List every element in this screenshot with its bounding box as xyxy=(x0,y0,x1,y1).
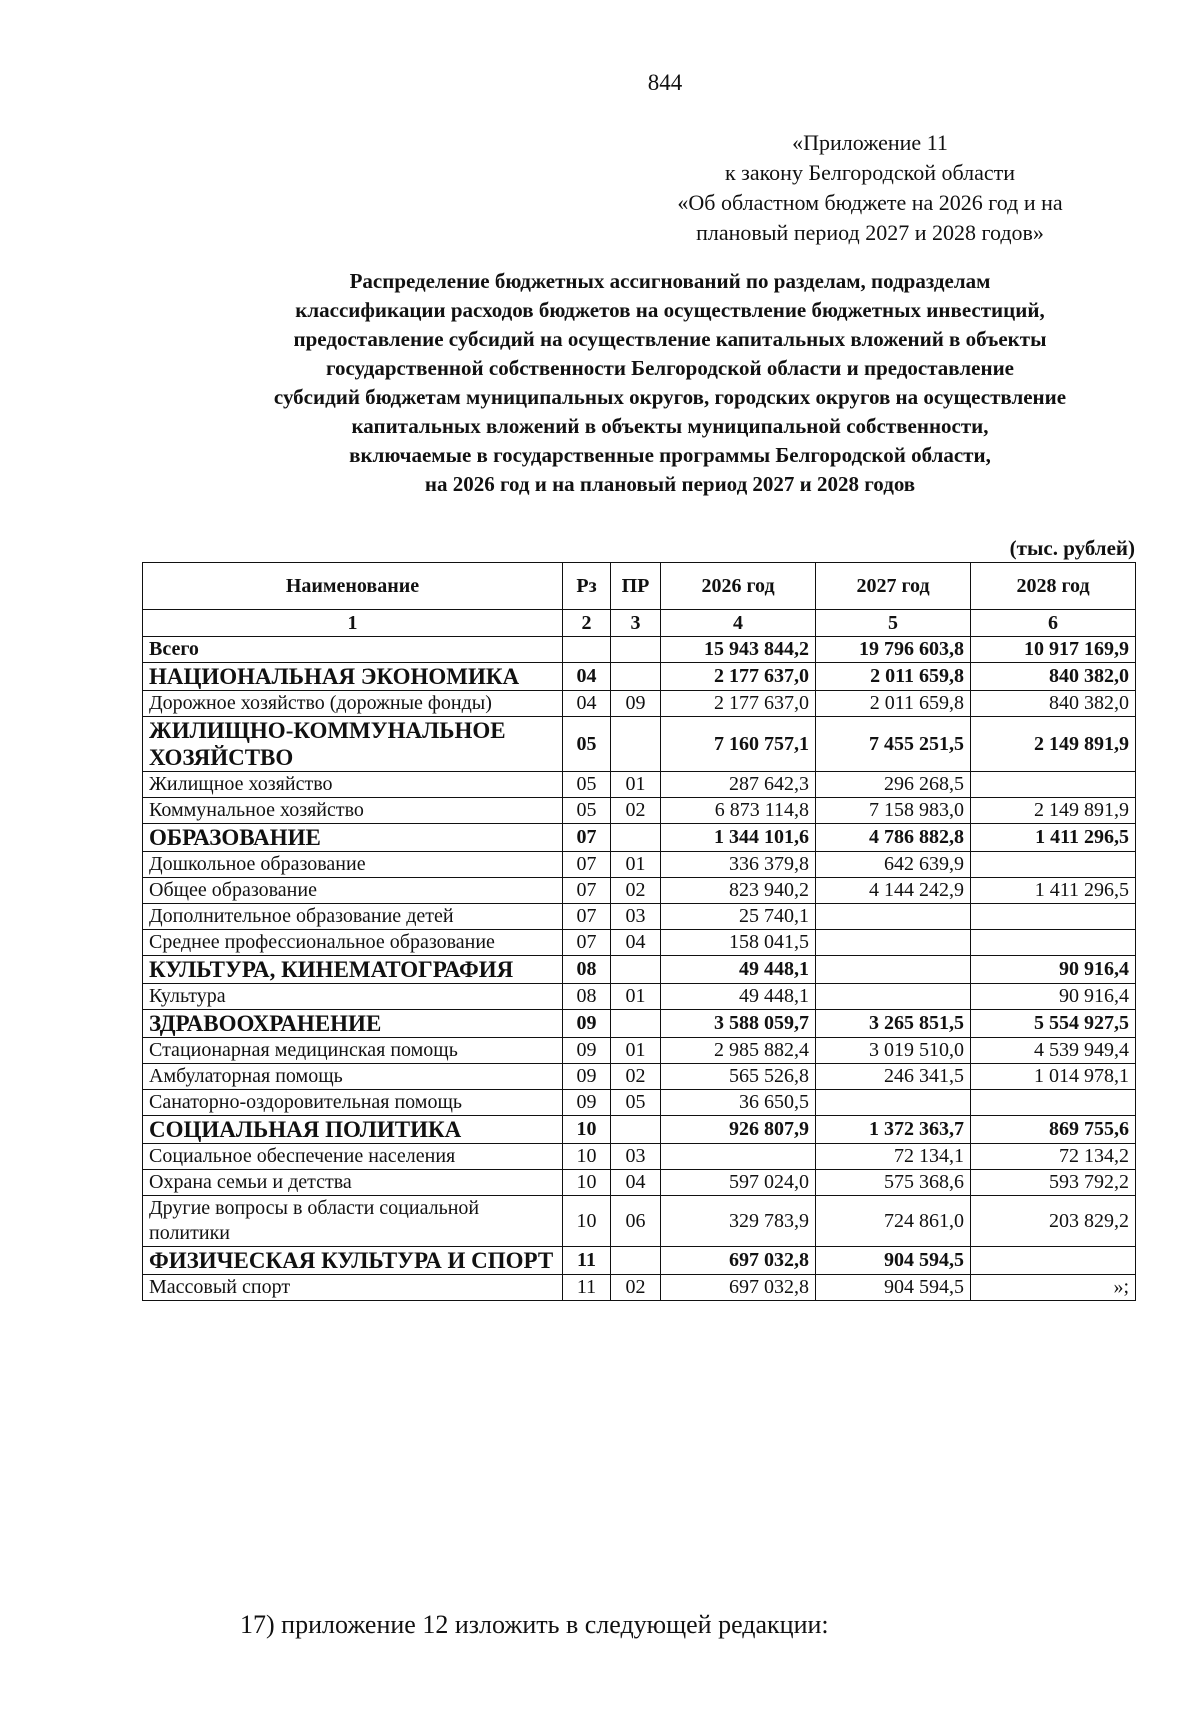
cell-y2027: 3 019 510,0 xyxy=(816,1038,971,1064)
section-row xyxy=(143,663,1136,691)
cell-rz: 10 xyxy=(563,1116,611,1144)
cell-y2028: 203 829,2 xyxy=(971,1196,1136,1247)
cell-y2027: 904 594,5 xyxy=(816,1247,971,1275)
cell-name: Стационарная медицинская помощь xyxy=(143,1038,563,1064)
header-name: Наименование xyxy=(143,563,563,610)
cell-name: СОЦИАЛЬНАЯ ПОЛИТИКА xyxy=(143,1116,563,1144)
cell-name: Всего xyxy=(143,637,563,663)
appendix-line: плановый период 2027 и 2028 годов» xyxy=(696,220,1044,245)
cell-rz: 04 xyxy=(563,663,611,691)
title-line: предоставление субсидий на осуществление капитальных вложений в объекты xyxy=(293,327,1047,351)
cell-rz: 05 xyxy=(563,717,611,772)
cell-y2026 xyxy=(661,1144,816,1170)
cell-name: ФИЗИЧЕСКАЯ КУЛЬТУРА И СПОРТ xyxy=(143,1247,563,1275)
cell-rz: 11 xyxy=(563,1247,611,1275)
table-row xyxy=(143,878,1136,904)
cell-rz: 09 xyxy=(563,1038,611,1064)
cell-y2028: »; xyxy=(971,1275,1136,1301)
cell-rz: 05 xyxy=(563,798,611,824)
total-row xyxy=(143,637,1136,663)
cell-y2028: 1 014 978,1 xyxy=(971,1064,1136,1090)
cell-y2028: 72 134,2 xyxy=(971,1144,1136,1170)
cell-y2028: 90 916,4 xyxy=(971,984,1136,1010)
cell-pr: 01 xyxy=(611,984,661,1010)
section-row xyxy=(143,717,1136,772)
cell-y2027: 246 341,5 xyxy=(816,1064,971,1090)
table-row xyxy=(143,798,1136,824)
table-row xyxy=(143,984,1136,1010)
cell-name: ЗДРАВООХРАНЕНИЕ xyxy=(143,1010,563,1038)
cell-pr xyxy=(611,956,661,984)
appendix-header xyxy=(640,128,1100,248)
cell-y2028 xyxy=(971,852,1136,878)
cell-pr xyxy=(611,1010,661,1038)
cell-y2027: 4 786 882,8 xyxy=(816,824,971,852)
title-line: капитальных вложений в объекты муниципальной собственности, xyxy=(351,414,989,438)
cell-y2026: 7 160 757,1 xyxy=(661,717,816,772)
cell-name: Массовый спорт xyxy=(143,1275,563,1301)
table-row xyxy=(143,930,1136,956)
cell-y2026: 2 985 882,4 xyxy=(661,1038,816,1064)
closing-text: 17) приложение 12 изложить в следующей редакции: xyxy=(240,1610,829,1639)
cell-y2027 xyxy=(816,930,971,956)
cell-y2026: 158 041,5 xyxy=(661,930,816,956)
cell-y2026: 926 807,9 xyxy=(661,1116,816,1144)
section-row xyxy=(143,824,1136,852)
appendix-line: к закону Белгородской области xyxy=(724,160,1016,185)
cell-name: КУЛЬТУРА, КИНЕМАТОГРАФИЯ xyxy=(143,956,563,984)
cell-rz: 10 xyxy=(563,1144,611,1170)
cell-y2027: 904 594,5 xyxy=(816,1275,971,1301)
cell-y2026: 6 873 114,8 xyxy=(661,798,816,824)
cell-rz: 07 xyxy=(563,824,611,852)
cell-y2026: 2 177 637,0 xyxy=(661,691,816,717)
cell-pr xyxy=(611,663,661,691)
cell-y2026: 1 344 101,6 xyxy=(661,824,816,852)
cell-y2028: 840 382,0 xyxy=(971,663,1136,691)
cell-name: Среднее профессиональное образование xyxy=(143,930,563,956)
cell-y2027: 2 011 659,8 xyxy=(816,691,971,717)
cell-y2027 xyxy=(816,904,971,930)
cell-rz xyxy=(563,637,611,663)
cell-y2027: 1 372 363,7 xyxy=(816,1116,971,1144)
title-line: классификации расходов бюджетов на осуществление бюджетных инвестиций, xyxy=(295,298,1045,322)
cell-y2026: 597 024,0 xyxy=(661,1170,816,1196)
page-number: 844 xyxy=(647,70,683,95)
section-row xyxy=(143,1247,1136,1275)
table-row xyxy=(143,1275,1136,1301)
cell-name: Дополнительное образование детей xyxy=(143,904,563,930)
cell-pr xyxy=(611,1116,661,1144)
title-line: государственной собственности Белгородской области и предоставление xyxy=(326,356,1014,380)
cell-y2027: 3 265 851,5 xyxy=(816,1010,971,1038)
appendix-line: «Об областном бюджете на 2026 год и на xyxy=(677,190,1063,215)
cell-y2027: 72 134,1 xyxy=(816,1144,971,1170)
cell-name: Общее образование xyxy=(143,878,563,904)
header-2027: 2027 год xyxy=(816,563,971,610)
cell-y2027: 7 158 983,0 xyxy=(816,798,971,824)
cell-y2028: 4 539 949,4 xyxy=(971,1038,1136,1064)
table-row xyxy=(143,772,1136,798)
cell-y2027 xyxy=(816,984,971,1010)
cell-name: Другие вопросы в области социальной политики xyxy=(143,1196,563,1247)
cell-y2028 xyxy=(971,930,1136,956)
table-row xyxy=(143,904,1136,930)
column-number: 2 xyxy=(563,610,611,637)
cell-y2026: 49 448,1 xyxy=(661,984,816,1010)
cell-pr: 04 xyxy=(611,930,661,956)
cell-pr: 02 xyxy=(611,1064,661,1090)
title-line: субсидий бюджетам муниципальных округов, городских округов на осуществление xyxy=(273,385,1067,409)
cell-name: Дорожное хозяйство (дорожные фонды) xyxy=(143,691,563,717)
cell-name: Жилищное хозяйство xyxy=(143,772,563,798)
header-rz: Рз xyxy=(563,563,611,610)
cell-pr: 05 xyxy=(611,1090,661,1116)
cell-name: ОБРАЗОВАНИЕ xyxy=(143,824,563,852)
cell-pr xyxy=(611,717,661,772)
cell-y2028: 593 792,2 xyxy=(971,1170,1136,1196)
cell-y2028: 90 916,4 xyxy=(971,956,1136,984)
table-row xyxy=(143,1170,1136,1196)
cell-y2026: 823 940,2 xyxy=(661,878,816,904)
cell-y2028: 840 382,0 xyxy=(971,691,1136,717)
cell-rz: 10 xyxy=(563,1170,611,1196)
cell-rz: 09 xyxy=(563,1064,611,1090)
table-row xyxy=(143,852,1136,878)
cell-rz: 07 xyxy=(563,930,611,956)
cell-y2028: 10 917 169,9 xyxy=(971,637,1136,663)
column-number: 3 xyxy=(611,610,661,637)
cell-y2026: 3 588 059,7 xyxy=(661,1010,816,1038)
column-number: 4 xyxy=(661,610,816,637)
cell-pr xyxy=(611,637,661,663)
table-header-row xyxy=(143,563,1136,610)
cell-y2028: 2 149 891,9 xyxy=(971,717,1136,772)
cell-rz: 05 xyxy=(563,772,611,798)
section-row xyxy=(143,1010,1136,1038)
cell-y2026: 2 177 637,0 xyxy=(661,663,816,691)
title-line: на 2026 год и на плановый период 2027 и 2028 годов xyxy=(424,472,916,496)
cell-y2026: 287 642,3 xyxy=(661,772,816,798)
table-row xyxy=(143,1196,1136,1247)
table-row xyxy=(143,1090,1136,1116)
cell-y2027: 642 639,9 xyxy=(816,852,971,878)
header-pr: ПР xyxy=(611,563,661,610)
column-number-row xyxy=(143,610,1136,637)
cell-rz: 07 xyxy=(563,852,611,878)
cell-y2026: 697 032,8 xyxy=(661,1247,816,1275)
cell-name: Амбулаторная помощь xyxy=(143,1064,563,1090)
cell-y2027: 724 861,0 xyxy=(816,1196,971,1247)
cell-name: ЖИЛИЩНО-КОММУНАЛЬНОЕ ХОЗЯЙСТВО xyxy=(143,717,563,772)
cell-y2027: 19 796 603,8 xyxy=(816,637,971,663)
cell-pr: 02 xyxy=(611,1275,661,1301)
cell-y2027: 2 011 659,8 xyxy=(816,663,971,691)
table-row xyxy=(143,1064,1136,1090)
cell-rz: 07 xyxy=(563,904,611,930)
cell-y2027: 4 144 242,9 xyxy=(816,878,971,904)
cell-pr: 03 xyxy=(611,1144,661,1170)
cell-y2026: 565 526,8 xyxy=(661,1064,816,1090)
document-title xyxy=(150,267,1190,499)
cell-y2026: 25 740,1 xyxy=(661,904,816,930)
cell-name: Охрана семьи и детства xyxy=(143,1170,563,1196)
cell-y2026: 36 650,5 xyxy=(661,1090,816,1116)
section-row xyxy=(143,1116,1136,1144)
cell-y2027: 575 368,6 xyxy=(816,1170,971,1196)
cell-name: НАЦИОНАЛЬНАЯ ЭКОНОМИКА xyxy=(143,663,563,691)
cell-pr: 04 xyxy=(611,1170,661,1196)
budget-table xyxy=(142,562,1136,1301)
cell-y2027 xyxy=(816,1090,971,1116)
cell-rz: 09 xyxy=(563,1090,611,1116)
cell-y2028: 2 149 891,9 xyxy=(971,798,1136,824)
cell-name: Дошкольное образование xyxy=(143,852,563,878)
cell-name: Санаторно-оздоровительная помощь xyxy=(143,1090,563,1116)
cell-y2027: 296 268,5 xyxy=(816,772,971,798)
cell-rz: 04 xyxy=(563,691,611,717)
cell-y2026: 49 448,1 xyxy=(661,956,816,984)
cell-y2028: 869 755,6 xyxy=(971,1116,1136,1144)
cell-rz: 10 xyxy=(563,1196,611,1247)
table-row xyxy=(143,1038,1136,1064)
cell-pr: 01 xyxy=(611,1038,661,1064)
cell-y2026: 329 783,9 xyxy=(661,1196,816,1247)
cell-y2028 xyxy=(971,1090,1136,1116)
cell-pr xyxy=(611,824,661,852)
appendix-line: «Приложение 11 xyxy=(792,130,948,155)
cell-y2028: 1 411 296,5 xyxy=(971,824,1136,852)
cell-pr xyxy=(611,1247,661,1275)
cell-y2028 xyxy=(971,1247,1136,1275)
cell-y2028 xyxy=(971,772,1136,798)
header-2026: 2026 год xyxy=(661,563,816,610)
cell-rz: 08 xyxy=(563,984,611,1010)
cell-pr: 09 xyxy=(611,691,661,717)
cell-rz: 09 xyxy=(563,1010,611,1038)
cell-rz: 07 xyxy=(563,878,611,904)
table-row xyxy=(143,691,1136,717)
column-number: 1 xyxy=(143,610,563,637)
cell-pr: 01 xyxy=(611,852,661,878)
cell-y2028: 5 554 927,5 xyxy=(971,1010,1136,1038)
cell-y2026: 697 032,8 xyxy=(661,1275,816,1301)
cell-pr: 02 xyxy=(611,878,661,904)
cell-y2026: 15 943 844,2 xyxy=(661,637,816,663)
cell-y2027 xyxy=(816,956,971,984)
cell-name: Культура xyxy=(143,984,563,1010)
column-number: 5 xyxy=(816,610,971,637)
cell-y2028: 1 411 296,5 xyxy=(971,878,1136,904)
table-row xyxy=(143,1144,1136,1170)
cell-name: Социальное обеспечение населения xyxy=(143,1144,563,1170)
cell-rz: 08 xyxy=(563,956,611,984)
cell-pr: 02 xyxy=(611,798,661,824)
cell-name: Коммунальное хозяйство xyxy=(143,798,563,824)
column-number: 6 xyxy=(971,610,1136,637)
title-line: включаемые в государственные программы Белгородской области, xyxy=(349,443,991,467)
title-line: Распределение бюджетных ассигнований по разделам, подразделам xyxy=(349,269,991,293)
section-row xyxy=(143,956,1136,984)
cell-pr: 06 xyxy=(611,1196,661,1247)
cell-pr: 01 xyxy=(611,772,661,798)
units-label: (тыс. рублей) xyxy=(1009,536,1135,560)
cell-y2028 xyxy=(971,904,1136,930)
cell-y2026: 336 379,8 xyxy=(661,852,816,878)
cell-y2027: 7 455 251,5 xyxy=(816,717,971,772)
header-2028: 2028 год xyxy=(971,563,1136,610)
cell-pr: 03 xyxy=(611,904,661,930)
cell-rz: 11 xyxy=(563,1275,611,1301)
table-body xyxy=(143,637,1136,1301)
